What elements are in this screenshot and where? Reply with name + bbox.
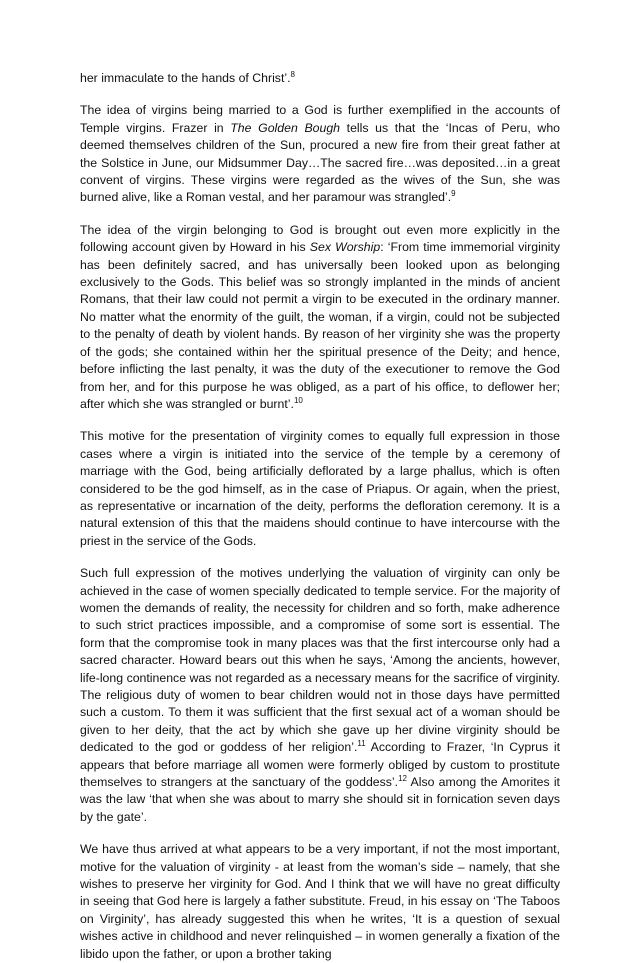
book-title: The Golden Bough [230, 120, 340, 135]
paragraph [80, 841, 560, 963]
text-segment: We have thus arrived at what appears to be a very important, if not the most important, motive for the valuation of virginity - at least from the woman’s side – namely, that she wishes to preserve her virginity for God. And I think that we will have no great difficulty in seeing that God here is largely a father substitute. Freud, in his essay on ‘The Taboos on Virginity’, has already suggested this when he writes, ‘It is a question of sexual wishes active in childhood and never relinquished – in women generally a fixation of the libido upon the father, or upon a brother taking [80, 842, 560, 961]
text-segment: tells us that the ‘Incas of Peru, who deemed themselves children of the Sun, procured a new fire from their great father at the Solstice in June, our Midsummer Day…The sacred fire…was deposited…in a great convent of virgins. These virgins were regarded as the wives of the Sun, she was burned alive, like a Roman vestal, and her paramour was strangled’. [80, 120, 560, 205]
text-segment: her immaculate to the hands of Christ’. [80, 71, 291, 85]
paragraph [80, 70, 560, 87]
paragraph [80, 222, 560, 413]
paragraph [80, 565, 560, 826]
text-segment: The idea of virgins being married to a God is further exemplified in the accounts of Temple virgins. Frazer in [80, 103, 560, 135]
footnote-marker: 8 [290, 70, 295, 79]
footnote-marker: 11 [357, 739, 366, 749]
footnote-marker: 9 [451, 189, 456, 199]
text-segment: Such full expression of the motives underlying the valuation of virginity can only be achieved in the case of women specially dedicated to temple service. For the majority of women the demands of reality, the necessity for children and so forth, make adherence to such strict practices impossible, and a compromise of some sort is essential. The form that the compromise took in many places was that the first intercourse only had a sacred character. Howard bears out this when he says, ‘Among the ancients, however, life-long continence was not regarded as a necessary means for the sacrifice of virginity. The religious duty of women to bear children would not in those days have permitted such a custom. To them it was sufficient that the first sexual act of a woman should be given to her deity, that the act by which she gave up her divine virginity should be dedicated to the god or goddess of her religion’. [80, 566, 560, 755]
footnote-marker: 10 [293, 395, 303, 405]
book-title: Sex Worship [309, 240, 381, 255]
text-segment: : ‘From time immemorial virginity has been definitely sacred, and has universally been looked upon as belonging exclusively to the Gods. This belief was so strongly implanted in the minds of ancient Romans, that their law could not permit a virgin to be executed in the ordinary manner. No matter what the enormity of the guilt, the woman, if a virgin, could not be subjected to the penalty of death by violent hands. By reason of her virginity she was the property of the gods; she contained within her the spiritual presence of the Deity; and hence, before inflicting the last penalty, it was the duty of the executioner to remove the God from her, and for this purpose he was obliged, as a part of his office, to deflower her; after which she was strangled or burnt’. [80, 240, 560, 411]
text-segment: According to Frazer, ‘In Cyprus it appears that before marriage all women were formerly obliged by custom to prostitute themselves to strangers at the sanctuary of the goddess’. [80, 740, 561, 790]
text-segment: Also among the Amorites it was the law ‘that when she was about to marry she should sit in fornication seven days by the gate’. [80, 775, 560, 824]
paragraph [80, 102, 560, 206]
footnote-marker: 12 [398, 774, 407, 784]
text-segment: This motive for the presentation of virginity comes to equally full expression in those cases where a virgin is initiated into the service of the temple by a ceremony of marriage with the God, being artificially deflorated by a large phallus, which is often considered to be the god himself, as in the case of Priapus. Or again, when the priest, as representative or incarnation of the deity, performs the defloration ceremony. It is a natural extension of this that the maidens should continue to have intercourse with the priest in the service of the Gods. [80, 429, 560, 548]
paragraph [80, 428, 560, 550]
text-segment: The idea of the virgin belonging to God is brought out even more explicitly in the following account given by Howard in his [80, 222, 560, 255]
